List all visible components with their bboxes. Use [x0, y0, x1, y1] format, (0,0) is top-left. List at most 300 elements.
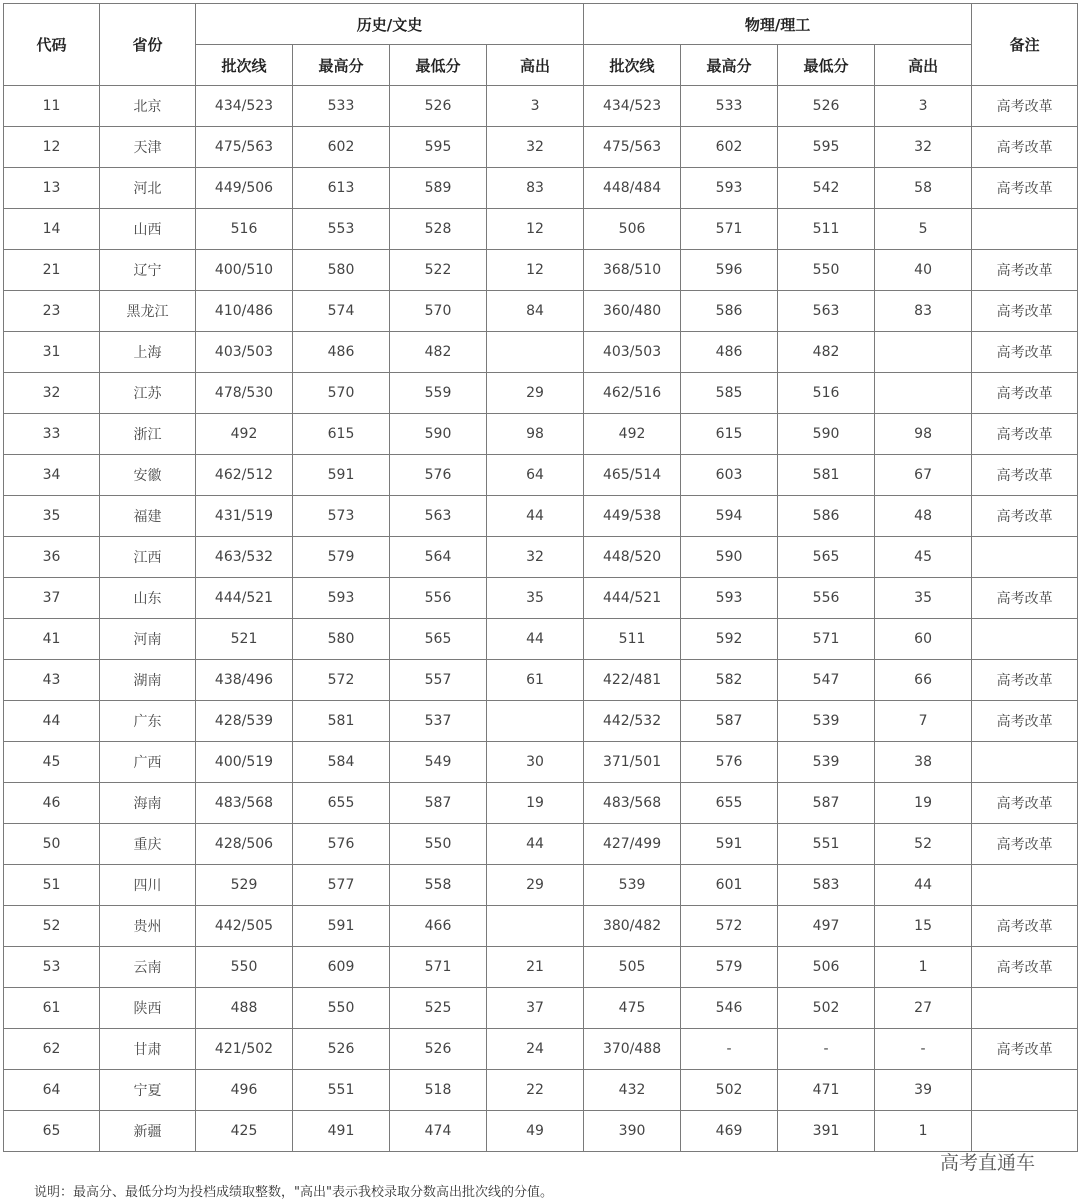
cell-province: 湖南	[100, 660, 196, 701]
cell-physics-batch-line: 506	[584, 209, 681, 250]
table-row	[4, 373, 1078, 414]
cell-history-above: 29	[487, 373, 584, 414]
cell-remark	[972, 209, 1078, 250]
footnote: 说明：最高分、最低分均为投档成绩取整数，"高出"表示我校录取分数高出批次线的分值。	[34, 1185, 553, 1200]
cell-physics-min-score: 482	[778, 332, 875, 373]
cell-physics-above: 66	[875, 660, 972, 701]
cell-history-batch-line: 444/521	[196, 578, 293, 619]
cell-code: 32	[4, 373, 100, 414]
header-history-batch-line: 批次线	[196, 45, 293, 86]
cell-physics-max-score: 587	[681, 701, 778, 742]
cell-physics-batch-line: 449/538	[584, 496, 681, 537]
cell-history-batch-line: 400/510	[196, 250, 293, 291]
cell-history-batch-line: 496	[196, 1070, 293, 1111]
cell-history-max-score: 580	[293, 619, 390, 660]
cell-code: 44	[4, 701, 100, 742]
cell-physics-min-score: 556	[778, 578, 875, 619]
table-row	[4, 619, 1078, 660]
cell-history-max-score: 486	[293, 332, 390, 373]
cell-history-max-score: 584	[293, 742, 390, 783]
cell-physics-batch-line: 444/521	[584, 578, 681, 619]
cell-history-above: 19	[487, 783, 584, 824]
cell-physics-batch-line: 475/563	[584, 127, 681, 168]
cell-history-batch-line: 463/532	[196, 537, 293, 578]
cell-physics-min-score: 587	[778, 783, 875, 824]
cell-province: 山西	[100, 209, 196, 250]
cell-province: 江苏	[100, 373, 196, 414]
cell-history-above: 84	[487, 291, 584, 332]
cell-history-above: 44	[487, 824, 584, 865]
cell-code: 21	[4, 250, 100, 291]
cell-code: 62	[4, 1029, 100, 1070]
cell-remark: 高考改革	[972, 578, 1078, 619]
cell-history-batch-line: 400/519	[196, 742, 293, 783]
cell-code: 31	[4, 332, 100, 373]
cell-history-min-score: 526	[390, 1029, 487, 1070]
cell-physics-batch-line: 492	[584, 414, 681, 455]
cell-code: 35	[4, 496, 100, 537]
cell-physics-above: 39	[875, 1070, 972, 1111]
cell-history-min-score: 526	[390, 86, 487, 127]
cell-history-min-score: 563	[390, 496, 487, 537]
cell-history-min-score: 549	[390, 742, 487, 783]
cell-code: 12	[4, 127, 100, 168]
cell-remark: 高考改革	[972, 947, 1078, 988]
cell-remark: 高考改革	[972, 496, 1078, 537]
cell-province: 云南	[100, 947, 196, 988]
cell-physics-above: 38	[875, 742, 972, 783]
cell-remark	[972, 1070, 1078, 1111]
cell-physics-min-score: 551	[778, 824, 875, 865]
cell-remark: 高考改革	[972, 250, 1078, 291]
header-code: 代码	[4, 4, 100, 86]
table-row	[4, 496, 1078, 537]
cell-physics-min-score: 539	[778, 742, 875, 783]
cell-province: 辽宁	[100, 250, 196, 291]
cell-history-max-score: 615	[293, 414, 390, 455]
cell-history-above: 12	[487, 250, 584, 291]
cell-physics-above: -	[875, 1029, 972, 1070]
cell-physics-max-score: 590	[681, 537, 778, 578]
cell-remark	[972, 865, 1078, 906]
cell-history-min-score: 525	[390, 988, 487, 1029]
cell-physics-max-score: 533	[681, 86, 778, 127]
cell-history-min-score: 589	[390, 168, 487, 209]
table-row	[4, 988, 1078, 1029]
cell-code: 37	[4, 578, 100, 619]
cell-physics-batch-line: 422/481	[584, 660, 681, 701]
cell-physics-max-score: 586	[681, 291, 778, 332]
header-physics-min-score: 最低分	[778, 45, 875, 86]
cell-code: 41	[4, 619, 100, 660]
cell-history-min-score: 587	[390, 783, 487, 824]
cell-physics-max-score: 582	[681, 660, 778, 701]
cell-history-max-score: 576	[293, 824, 390, 865]
cell-history-max-score: 572	[293, 660, 390, 701]
cell-physics-max-score: 585	[681, 373, 778, 414]
cell-physics-batch-line: 368/510	[584, 250, 681, 291]
cell-physics-max-score: 601	[681, 865, 778, 906]
cell-history-max-score: 655	[293, 783, 390, 824]
cell-remark: 高考改革	[972, 291, 1078, 332]
cell-physics-max-score: 469	[681, 1111, 778, 1152]
cell-physics-min-score: 565	[778, 537, 875, 578]
cell-province: 北京	[100, 86, 196, 127]
cell-history-batch-line: 434/523	[196, 86, 293, 127]
table-row	[4, 291, 1078, 332]
cell-history-batch-line: 529	[196, 865, 293, 906]
cell-remark: 高考改革	[972, 127, 1078, 168]
cell-physics-min-score: 590	[778, 414, 875, 455]
cell-history-min-score: 482	[390, 332, 487, 373]
cell-physics-max-score: 502	[681, 1070, 778, 1111]
cell-physics-max-score: 594	[681, 496, 778, 537]
cell-physics-min-score: 471	[778, 1070, 875, 1111]
cell-history-batch-line: 421/502	[196, 1029, 293, 1070]
cell-province: 贵州	[100, 906, 196, 947]
cell-remark: 高考改革	[972, 455, 1078, 496]
cell-history-batch-line: 428/539	[196, 701, 293, 742]
cell-remark	[972, 742, 1078, 783]
cell-history-batch-line: 483/568	[196, 783, 293, 824]
cell-history-max-score: 579	[293, 537, 390, 578]
cell-history-max-score: 581	[293, 701, 390, 742]
cell-physics-above: 98	[875, 414, 972, 455]
header-province: 省份	[100, 4, 196, 86]
cell-history-batch-line: 475/563	[196, 127, 293, 168]
cell-physics-max-score: 579	[681, 947, 778, 988]
cell-history-min-score: 595	[390, 127, 487, 168]
cell-history-max-score: 553	[293, 209, 390, 250]
cell-physics-min-score: 506	[778, 947, 875, 988]
cell-physics-batch-line: 434/523	[584, 86, 681, 127]
cell-physics-batch-line: 539	[584, 865, 681, 906]
cell-code: 13	[4, 168, 100, 209]
cell-physics-batch-line: 448/484	[584, 168, 681, 209]
cell-physics-above: 35	[875, 578, 972, 619]
cell-history-batch-line: 449/506	[196, 168, 293, 209]
cell-history-min-score: 570	[390, 291, 487, 332]
cell-code: 23	[4, 291, 100, 332]
cell-history-min-score: 565	[390, 619, 487, 660]
cell-code: 14	[4, 209, 100, 250]
cell-history-above: 35	[487, 578, 584, 619]
cell-code: 53	[4, 947, 100, 988]
header-history-above: 高出	[487, 45, 584, 86]
cell-province: 浙江	[100, 414, 196, 455]
cell-history-min-score: 556	[390, 578, 487, 619]
cell-province: 广西	[100, 742, 196, 783]
cell-history-above: 49	[487, 1111, 584, 1152]
cell-physics-min-score: 563	[778, 291, 875, 332]
cell-remark: 高考改革	[972, 86, 1078, 127]
cell-remark	[972, 619, 1078, 660]
cell-physics-above: 48	[875, 496, 972, 537]
cell-physics-batch-line: 360/480	[584, 291, 681, 332]
cell-history-max-score: 574	[293, 291, 390, 332]
cell-history-batch-line: 442/505	[196, 906, 293, 947]
cell-physics-above: 67	[875, 455, 972, 496]
cell-physics-min-score: 526	[778, 86, 875, 127]
cell-physics-max-score: -	[681, 1029, 778, 1070]
table-row	[4, 783, 1078, 824]
cell-history-batch-line: 410/486	[196, 291, 293, 332]
cell-history-min-score: 564	[390, 537, 487, 578]
cell-history-batch-line: 462/512	[196, 455, 293, 496]
cell-physics-above: 1	[875, 947, 972, 988]
header-physics-batch-line: 批次线	[584, 45, 681, 86]
cell-remark	[972, 537, 1078, 578]
cell-physics-min-score: 516	[778, 373, 875, 414]
cell-history-batch-line: 550	[196, 947, 293, 988]
cell-history-batch-line: 425	[196, 1111, 293, 1152]
cell-physics-batch-line: 427/499	[584, 824, 681, 865]
table-row	[4, 455, 1078, 496]
cell-history-above: 32	[487, 537, 584, 578]
cell-history-max-score: 570	[293, 373, 390, 414]
cell-physics-max-score: 591	[681, 824, 778, 865]
cell-remark: 高考改革	[972, 906, 1078, 947]
cell-history-above: 24	[487, 1029, 584, 1070]
cell-province: 河北	[100, 168, 196, 209]
cell-physics-min-score: -	[778, 1029, 875, 1070]
cell-physics-min-score: 502	[778, 988, 875, 1029]
cell-history-min-score: 571	[390, 947, 487, 988]
cell-province: 安徽	[100, 455, 196, 496]
cell-history-above	[487, 906, 584, 947]
header-group-history: 历史/文史	[196, 4, 584, 45]
cell-physics-above: 83	[875, 291, 972, 332]
cell-physics-max-score: 655	[681, 783, 778, 824]
cell-physics-min-score: 497	[778, 906, 875, 947]
cell-physics-max-score: 592	[681, 619, 778, 660]
table-row	[4, 127, 1078, 168]
table-row	[4, 86, 1078, 127]
cell-physics-above: 27	[875, 988, 972, 1029]
cell-physics-above: 3	[875, 86, 972, 127]
cell-code: 50	[4, 824, 100, 865]
cell-code: 46	[4, 783, 100, 824]
cell-history-max-score: 551	[293, 1070, 390, 1111]
cell-physics-above: 58	[875, 168, 972, 209]
cell-history-max-score: 602	[293, 127, 390, 168]
cell-province: 福建	[100, 496, 196, 537]
cell-physics-max-score: 486	[681, 332, 778, 373]
cell-code: 51	[4, 865, 100, 906]
cell-remark: 高考改革	[972, 701, 1078, 742]
cell-physics-max-score: 572	[681, 906, 778, 947]
cell-history-above	[487, 701, 584, 742]
cell-history-max-score: 609	[293, 947, 390, 988]
cell-history-batch-line: 492	[196, 414, 293, 455]
table-row	[4, 1111, 1078, 1152]
cell-province: 天津	[100, 127, 196, 168]
table-row	[4, 332, 1078, 373]
table-row	[4, 168, 1078, 209]
cell-history-above	[487, 332, 584, 373]
header-physics-max-score: 最高分	[681, 45, 778, 86]
cell-remark: 高考改革	[972, 168, 1078, 209]
cell-history-min-score: 528	[390, 209, 487, 250]
cell-physics-above: 19	[875, 783, 972, 824]
cell-history-min-score: 537	[390, 701, 487, 742]
cell-physics-above: 15	[875, 906, 972, 947]
cell-physics-min-score: 595	[778, 127, 875, 168]
cell-physics-batch-line: 380/482	[584, 906, 681, 947]
cell-physics-batch-line: 462/516	[584, 373, 681, 414]
cell-history-max-score: 591	[293, 906, 390, 947]
cell-remark: 高考改革	[972, 373, 1078, 414]
cell-remark: 高考改革	[972, 414, 1078, 455]
cell-history-max-score: 526	[293, 1029, 390, 1070]
cell-remark	[972, 1111, 1078, 1152]
cell-code: 33	[4, 414, 100, 455]
cell-history-min-score: 466	[390, 906, 487, 947]
cell-physics-batch-line: 448/520	[584, 537, 681, 578]
cell-history-max-score: 580	[293, 250, 390, 291]
table-row	[4, 824, 1078, 865]
table-row	[4, 209, 1078, 250]
cell-history-batch-line: 431/519	[196, 496, 293, 537]
cell-history-min-score: 557	[390, 660, 487, 701]
cell-code: 45	[4, 742, 100, 783]
table-row	[4, 1070, 1078, 1111]
cell-history-above: 32	[487, 127, 584, 168]
cell-history-above: 21	[487, 947, 584, 988]
cell-physics-above: 1	[875, 1111, 972, 1152]
cell-history-min-score: 518	[390, 1070, 487, 1111]
cell-history-above: 44	[487, 619, 584, 660]
cell-physics-min-score: 550	[778, 250, 875, 291]
cell-remark: 高考改革	[972, 1029, 1078, 1070]
cell-physics-batch-line: 403/503	[584, 332, 681, 373]
cell-province: 山东	[100, 578, 196, 619]
cell-history-above: 44	[487, 496, 584, 537]
cell-province: 宁夏	[100, 1070, 196, 1111]
cell-physics-above: 7	[875, 701, 972, 742]
cell-physics-max-score: 576	[681, 742, 778, 783]
cell-physics-batch-line: 442/532	[584, 701, 681, 742]
cell-province: 河南	[100, 619, 196, 660]
cell-physics-min-score: 542	[778, 168, 875, 209]
cell-physics-min-score: 539	[778, 701, 875, 742]
cell-physics-max-score: 593	[681, 168, 778, 209]
cell-history-batch-line: 516	[196, 209, 293, 250]
cell-history-above: 3	[487, 86, 584, 127]
cell-physics-batch-line: 371/501	[584, 742, 681, 783]
cell-province: 广东	[100, 701, 196, 742]
cell-history-batch-line: 488	[196, 988, 293, 1029]
cell-physics-max-score: 596	[681, 250, 778, 291]
header-group-physics: 物理/理工	[584, 4, 972, 45]
table-row	[4, 865, 1078, 906]
cell-physics-batch-line: 390	[584, 1111, 681, 1152]
cell-physics-above: 52	[875, 824, 972, 865]
table-row	[4, 578, 1078, 619]
table-row	[4, 414, 1078, 455]
cell-code: 11	[4, 86, 100, 127]
cell-history-max-score: 613	[293, 168, 390, 209]
cell-history-above: 61	[487, 660, 584, 701]
cell-province: 新疆	[100, 1111, 196, 1152]
cell-province: 四川	[100, 865, 196, 906]
table-row	[4, 250, 1078, 291]
table-row	[4, 537, 1078, 578]
cell-history-above: 98	[487, 414, 584, 455]
cell-history-above: 64	[487, 455, 584, 496]
cell-history-max-score: 491	[293, 1111, 390, 1152]
cell-history-above: 30	[487, 742, 584, 783]
cell-code: 61	[4, 988, 100, 1029]
cell-history-max-score: 593	[293, 578, 390, 619]
cell-physics-above	[875, 332, 972, 373]
cell-physics-above: 5	[875, 209, 972, 250]
cell-physics-max-score: 593	[681, 578, 778, 619]
cell-physics-batch-line: 370/488	[584, 1029, 681, 1070]
cell-province: 上海	[100, 332, 196, 373]
cell-physics-min-score: 571	[778, 619, 875, 660]
cell-physics-batch-line: 505	[584, 947, 681, 988]
cell-physics-max-score: 571	[681, 209, 778, 250]
cell-history-batch-line: 428/506	[196, 824, 293, 865]
cell-physics-min-score: 391	[778, 1111, 875, 1152]
header-remark: 备注	[972, 4, 1078, 86]
cell-history-min-score: 550	[390, 824, 487, 865]
table-row	[4, 947, 1078, 988]
cell-remark: 高考改革	[972, 332, 1078, 373]
cell-history-min-score: 559	[390, 373, 487, 414]
cell-physics-min-score: 583	[778, 865, 875, 906]
header-physics-above: 高出	[875, 45, 972, 86]
table-row	[4, 701, 1078, 742]
cell-history-max-score: 533	[293, 86, 390, 127]
cell-physics-min-score: 581	[778, 455, 875, 496]
cell-history-batch-line: 521	[196, 619, 293, 660]
cell-physics-min-score: 547	[778, 660, 875, 701]
cell-history-max-score: 577	[293, 865, 390, 906]
cell-history-above: 22	[487, 1070, 584, 1111]
cell-remark: 高考改革	[972, 824, 1078, 865]
cell-physics-min-score: 586	[778, 496, 875, 537]
cell-history-above: 29	[487, 865, 584, 906]
cell-history-min-score: 522	[390, 250, 487, 291]
cell-code: 36	[4, 537, 100, 578]
cell-remark	[972, 988, 1078, 1029]
cell-code: 64	[4, 1070, 100, 1111]
table-row	[4, 906, 1078, 947]
cell-history-above: 83	[487, 168, 584, 209]
cell-history-batch-line: 478/530	[196, 373, 293, 414]
cell-remark: 高考改革	[972, 660, 1078, 701]
table-body	[4, 86, 1078, 1152]
cell-history-above: 12	[487, 209, 584, 250]
cell-physics-above	[875, 373, 972, 414]
cell-code: 65	[4, 1111, 100, 1152]
cell-physics-above: 45	[875, 537, 972, 578]
cell-history-min-score: 590	[390, 414, 487, 455]
cell-physics-min-score: 511	[778, 209, 875, 250]
cell-province: 江西	[100, 537, 196, 578]
cell-physics-above: 44	[875, 865, 972, 906]
cell-code: 34	[4, 455, 100, 496]
header-history-max-score: 最高分	[293, 45, 390, 86]
cell-history-min-score: 576	[390, 455, 487, 496]
cell-physics-above: 40	[875, 250, 972, 291]
cell-province: 重庆	[100, 824, 196, 865]
cell-physics-batch-line: 483/568	[584, 783, 681, 824]
cell-history-min-score: 474	[390, 1111, 487, 1152]
cell-province: 海南	[100, 783, 196, 824]
